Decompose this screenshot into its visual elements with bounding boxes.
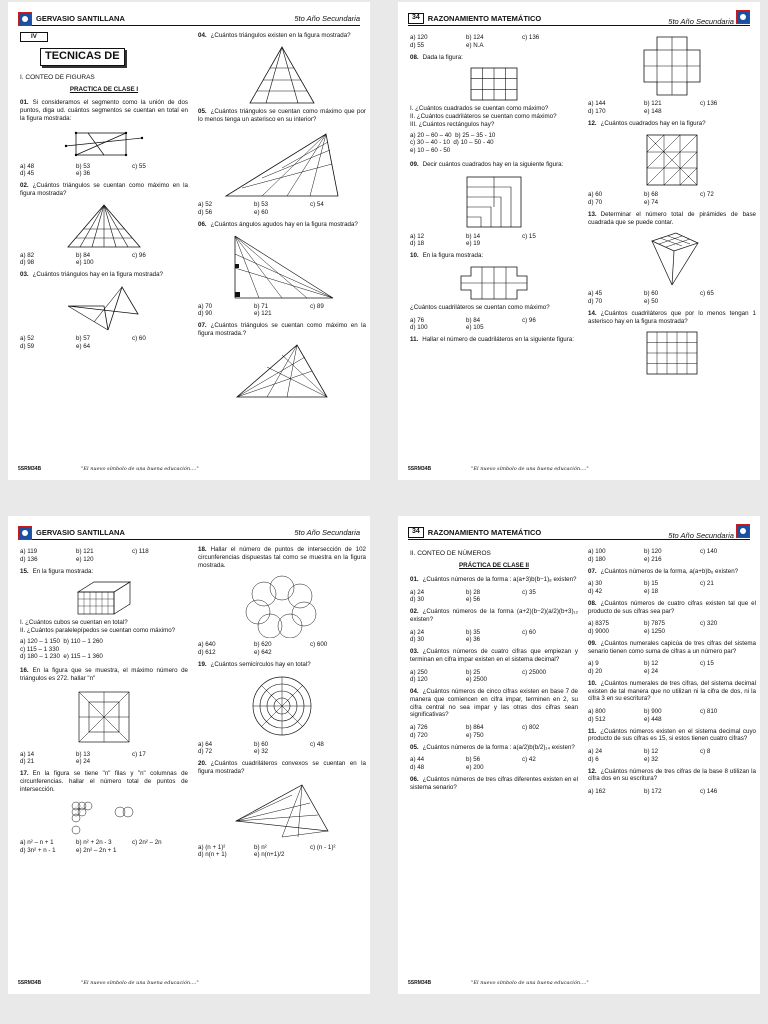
options-01: a) 48 b) 53 c) 55 d) 45 e) 36 xyxy=(20,162,146,178)
question-13: 13. Determinar el número total de pirámides de base cuadrada que se puede contar. xyxy=(588,210,756,226)
fan-triangle-figure xyxy=(20,203,188,249)
school-name: GERVASIO SANTILLANA xyxy=(36,13,125,23)
grid-triangle-figure xyxy=(198,128,366,198)
question-07: 07. ¿Cuántos números de la forma, a(a+b)b₆ existen? xyxy=(588,567,739,575)
section-title: I. CONTEO DE FIGURAS xyxy=(20,73,95,81)
options-16: a) 14 b) 13 c) 17 d) 21 e) 24 xyxy=(20,750,146,766)
question-02: 02. ¿Cuántos números de la forma (a+2)(b−2)(a/2)(b+3)₁₂ existen? xyxy=(410,608,578,623)
options-03: a) 52 b) 57 c) 60 d) 59 e) 64 xyxy=(20,334,146,350)
options-12: a) 162 b) 172 c) 146 xyxy=(588,788,718,795)
page-number: 34 xyxy=(408,527,424,538)
options-01: a) 24 b) 28 c) 35 d) 30 e) 56 xyxy=(410,588,536,604)
options-13: a) 45 b) 60 c) 65 d) 70 e) 50 xyxy=(588,290,714,305)
question-08-list: I. ¿Cuántos cuadrados se cuentan como máximo? II. ¿Cuántos cuadriláteros se cuentan como máximo? III. ¿Cuántos rectángulos hay? xyxy=(410,105,557,128)
crossed-lines-figure xyxy=(198,343,366,399)
nested-squares-figure xyxy=(410,174,578,230)
question-10-text: ¿Cuántos cuadriláteros se cuentan como máximo? xyxy=(410,303,550,311)
star-figure xyxy=(20,284,188,332)
page-top-left xyxy=(8,2,370,480)
school-logo-icon xyxy=(18,526,32,540)
question-17: 17. En la figura se tiene "n" filas y "n" columnas de circunferencias. hallar el número total de puntos de intersección. xyxy=(20,770,188,793)
left-column xyxy=(410,546,578,796)
question-10: 10. En la figura mostrada: xyxy=(410,252,484,259)
cross-grid-figure xyxy=(410,265,578,301)
question-10: 10. ¿Cuántos numerales de tres cifras, del sistema decimal existen de tal manera que no utilizan ni la cifra de dos, ni la cifra 3 en su escritura? xyxy=(588,679,756,703)
section-title: II. CONTEO DE NÚMEROS xyxy=(410,550,491,557)
subject-name: RAZONAMIENTO MATEMÁTICO xyxy=(427,13,542,23)
question-08: 08. Dada la figura: xyxy=(410,53,463,61)
options-20: a) (n + 1)² b) n² c) (n - 1)² d) n(n + 1) e) n(n+1)/2 xyxy=(198,843,336,859)
radial-circles-figure xyxy=(198,674,366,738)
options-12: a) 60 b) 68 c) 72 d) 70 e) 74 xyxy=(588,191,714,206)
question-15-list: I. ¿Cuántos cubos se cuentan en total? II. ¿Cuántos paralelepípedos se cuentan como máximo? xyxy=(20,619,176,634)
grid-4x3-figure xyxy=(410,66,578,102)
page-header xyxy=(18,526,360,540)
options-05: a) 44 b) 56 c) 42 d) 48 e) 200 xyxy=(410,756,536,772)
page-footer: 5SRM34B "El nuevo símbolo de una buena educación...." xyxy=(408,979,589,986)
quadrilaterals-figure xyxy=(198,781,366,841)
question-18: 18. Hallar el número de puntos de intersección de 102 circunferencias dispuestas tal como se muestra en la figura mostrada. xyxy=(198,546,366,569)
page-footer: 5SRM34B "El nuevo símbolo de una buena educación...." xyxy=(18,979,199,986)
question-05: 05. ¿Cuántos triángulos se cuentan como máximo que por lo menos tenga un asterisco en su interior? xyxy=(198,107,366,123)
options-03: a) 250 b) 25 c) 25000 d) 120 e) 2500 xyxy=(410,668,547,684)
left-column xyxy=(20,546,188,859)
question-20: 20. ¿Cuántos cuadriláteros convexos se cuentan en la figura mostrada? xyxy=(198,760,366,775)
grade-label: 5to Año Secundaria xyxy=(294,13,360,23)
options-11: a) 144 b) 121 c) 136 d) 170 e) 148 xyxy=(588,100,718,115)
right-column xyxy=(198,32,366,402)
options-carried: a) 100 b) 120 c) 140 d) 180 e) 216 xyxy=(588,548,718,563)
pyramid-figure xyxy=(588,231,756,287)
grade-label: 5to Año Secundaria xyxy=(294,527,360,537)
diagonal-grid-figure xyxy=(588,132,756,188)
page-header xyxy=(408,12,750,26)
question-09: 09. Decir cuántos cuadrados hay en la siguiente figura: xyxy=(410,160,564,168)
question-16: 16. En la figura que se muestra, el máximo número de triángulos es 272. hallar "n" xyxy=(20,667,188,682)
question-04: 04. ¿Cuántos triángulos existen en la figura mostrada? xyxy=(198,32,351,39)
options-carried: a) 120 b) 124 c) 136 d) 55 e) N.A xyxy=(410,34,540,49)
subject-name: RAZONAMIENTO MATEMÁTICO xyxy=(427,527,542,537)
circle-ring-figure xyxy=(198,574,366,638)
header-right: 5to Año Secundaria xyxy=(668,10,750,26)
question-14: 14. ¿Cuántos cuadriláteros que por lo menos tengan 1 asterisco hay en la figura mostrada? xyxy=(588,309,756,325)
cross-squares-figure xyxy=(588,35,756,97)
question-09: 09. ¿Cuántos numerales capicúa de tres cifras del sistema senario tienen como suma de cifras a un número par? xyxy=(588,639,756,655)
question-06: 06. ¿Cuántos números de tres cifras diferentes existen en el sistema senario? xyxy=(410,775,578,791)
right-column xyxy=(198,546,366,863)
segments-figure xyxy=(20,128,188,160)
options-04: a) 726 b) 864 c) 802 d) 720 e) 750 xyxy=(410,724,540,739)
school-logo-icon xyxy=(736,524,750,538)
angles-figure xyxy=(198,234,366,300)
header-right: 5to Año Secundaria xyxy=(668,524,750,540)
circles-grid-figure xyxy=(20,798,188,836)
question-11: 11. ¿Cuántos números existen en el sistema decimal cuyo producto de sus cifras es 15, si estos tienen cuatro cifras? xyxy=(588,727,756,743)
page-footer: 5SRM34B "El nuevo símbolo de una buena educación...." xyxy=(408,465,589,472)
options-05: a) 52 b) 53 c) 54 d) 56 e) 60 xyxy=(198,201,324,216)
options-09: a) 12 b) 14 c) 15 d) 18 e) 19 xyxy=(410,232,536,248)
left-column xyxy=(20,32,188,354)
question-19: 19. ¿Cuántos semicírculos hay en total? xyxy=(198,660,311,668)
page-header xyxy=(18,12,360,26)
options-02: a) 24 b) 35 c) 60 d) 30 e) 36 xyxy=(410,628,536,644)
unit-box: IV xyxy=(20,32,48,42)
question-02: 02. ¿Cuántos triángulos se cuentan como máximo en la figura mostrada? xyxy=(20,182,188,197)
question-12: 12. ¿Cuántos cuadrados hay en la figura? xyxy=(588,119,706,127)
options-17: a) n² – n + 1 b) n² + 2n - 3 c) 2n² – 2n d) 3n² + n - 1 e) 2n² – 2n + 1 xyxy=(20,839,162,854)
page-top-right xyxy=(398,2,760,480)
question-06: 06. ¿Cuántos ángulos agudos hay en la figura mostrada? xyxy=(198,220,358,228)
question-03: 03. ¿Cuántos números de cuatro cifras que empiezan y terminan en cifra impar existen en el sistema decimal? xyxy=(410,648,578,663)
options-10: a) 76 b) 84 c) 96 d) 100 e) 105 xyxy=(410,316,536,332)
options-06: a) 70 b) 71 c) 89 d) 90 e) 121 xyxy=(198,302,324,318)
star-grid-figure xyxy=(588,330,756,376)
page-footer: 5SRM34B "El nuevo símbolo de una buena educación...." xyxy=(18,465,199,472)
cube-stack-figure xyxy=(20,580,188,616)
question-08: 08. ¿Cuántos números de cuatro cifras existen tal que el producto de sus cifras sea par? xyxy=(588,599,756,615)
right-column xyxy=(588,546,756,800)
question-03: 03. ¿Cuántos triángulos hay en la figura mostrada? xyxy=(20,271,163,279)
question-12: 12. ¿Cuántos números de tres cifras de la base 8 utilizan la cifra dos en su escritura? xyxy=(588,767,756,783)
question-04: 04. ¿Cuántos números de cinco cifras existen en base 7 de manera que comiencen en cifra impar, terminen en 2, su cifra central no sea impar y las otras dos cifras sean significativas? xyxy=(410,688,578,719)
nested-triangles-figure xyxy=(20,688,188,748)
school-name: GERVASIO SANTILLANA xyxy=(36,527,125,537)
options-09: a) 9 b) 12 c) 15 d) 20 e) 24 xyxy=(588,660,714,675)
options-07: a) 30 b) 15 c) 21 d) 42 e) 18 xyxy=(588,580,714,595)
school-logo-icon xyxy=(736,10,750,24)
question-01: 01. Si consideramos el segmento como la unión de dos puntos, diga ud. cuántos segmentos se cuentan en total en la figura mostrada: xyxy=(20,99,188,122)
page-number: 34 xyxy=(408,13,424,24)
question-15: 15. En la figura mostrada: xyxy=(20,567,94,575)
question-11: 11. Hallar el número de cuadriláteros en la siguiente figura: xyxy=(410,336,574,343)
practice-title: PRACTICA DE CLASE I xyxy=(69,85,139,93)
options-19: a) 64 b) 60 c) 48 d) 72 e) 32 xyxy=(198,740,324,756)
question-05: 05. ¿Cuántos números de la forma : a(a/2)b(b/2)₁₄ existen? xyxy=(410,743,575,751)
page-bottom-left xyxy=(8,516,370,994)
question-01: 01. ¿Cuántos números de la forma : a(a+3)b(b−1)₈ existen? xyxy=(410,575,577,583)
right-column xyxy=(588,32,756,379)
options-15: a) 120 – 1 150 b) 110 – 1 260 c) 115 – 1 330 d) 180 – 1 230 e) 115 – 1 360 xyxy=(20,637,103,661)
options-11: a) 24 b) 12 c) 8 d) 6 e) 32 xyxy=(588,748,711,763)
options-carried: a) 119 b) 121 c) 118 d) 136 e) 120 xyxy=(20,548,149,563)
school-logo-icon xyxy=(18,12,32,26)
question-07: 07. ¿Cuántos triángulos se cuentan como máximo en la figura mostrada.? xyxy=(198,322,366,337)
stacked-triangles-figure xyxy=(198,45,366,105)
options-18: a) 640 b) 620 c) 600 d) 612 e) 642 xyxy=(198,641,328,656)
practice-title: PRÁCTICA DE CLASE II xyxy=(459,562,529,570)
page-header xyxy=(408,526,750,540)
page-title: TECNICAS DE xyxy=(40,48,125,66)
options-08: a) 8375 b) 7875 c) 320 d) 9000 e) 1250 xyxy=(588,620,718,635)
options-02: a) 82 b) 84 c) 96 d) 98 e) 100 xyxy=(20,251,146,267)
page-bottom-right xyxy=(398,516,760,994)
options-10: a) 800 b) 900 c) 810 d) 512 e) 448 xyxy=(588,708,718,723)
left-column xyxy=(410,32,578,349)
options-08: a) 20 – 60 – 40 b) 25 – 35 - 10 c) 30 – 40 - 10 d) 10 – 50 - 40 e) 10 – 60 - 50 xyxy=(410,131,496,154)
